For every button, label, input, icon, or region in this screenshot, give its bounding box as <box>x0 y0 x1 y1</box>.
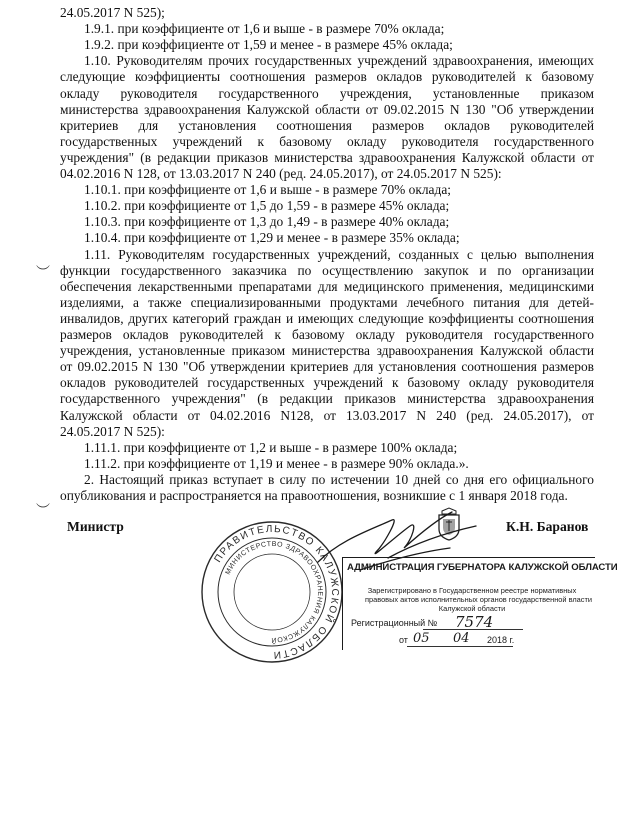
document-line: министерства здравоохранения Калужской области от 09.02.2015 N 130 "Об утверждении <box>60 101 594 117</box>
registration-stamp <box>342 557 618 650</box>
document-line: 1.10.4. при коэффициенте от 1,29 и менее - в размере 35% оклада; <box>84 230 460 246</box>
document-line: Калужской области от 04.02.2016 N128, от 13.03.2017 N 240 (ред. 24.05.2017), от <box>60 407 594 423</box>
document-line: 1.10.1. при коэффициенте от 1,6 и выше - в размере 70% оклада; <box>84 182 451 198</box>
document-line: функции государственного заказчика по осуществлению закупок и по организации <box>60 262 594 278</box>
document-line: критериев для установления соотношения размеров окладов руководителей <box>60 117 594 133</box>
document-line: 1.11. Руководителям государственных учреждений, созданных с целью выполнения <box>84 246 594 262</box>
document-line: 24.05.2017 N 525): <box>60 423 165 439</box>
document-line: 1.11.2. при коэффициенте от 1,19 и менее - в размере 90% оклада.». <box>84 455 469 471</box>
registration-stamp-text: Зарегистрировано в Государственном реестре нормативных <box>367 586 577 595</box>
document-line: 1.10.3. при коэффициенте от 1,3 до 1,49 - в размере 40% оклада; <box>84 214 450 230</box>
registration-stamp-text: Калужской области <box>438 604 506 613</box>
document-line: следующие коэффициенты соотношения размеров окладов руководителей к базовому <box>60 69 594 85</box>
registration-date-year: 2018 г. <box>487 635 515 645</box>
minister-name: К.Н. Баранов <box>506 519 589 534</box>
document-line: 1.10. Руководителям прочих государственных учреждений здравоохранения, имеющих <box>84 53 594 69</box>
scan-mark: ︶ <box>36 266 50 281</box>
document-line: размеров окладов руководителей к базовому окладу руководителя государственного <box>60 327 594 342</box>
registration-date-day: 05 <box>413 631 430 646</box>
document-line: 1.9.1. при коэффициенте от 1,6 и выше - в размере 70% оклада; <box>84 21 445 37</box>
scan-mark: ︶ <box>36 504 50 519</box>
registration-date-prefix: от <box>399 635 408 645</box>
document-line: обеспечения лекарственными препаратами для медицинского применения, медицинскими <box>60 278 594 294</box>
document-line: 1.10.2. при коэффициенте от 1,5 до 1,59 - в размере 45% оклада; <box>84 198 450 214</box>
document-line: 1.9.2. при коэффициенте от 1,59 и менее - в размере 45% оклада; <box>84 37 453 53</box>
registration-number-underline <box>423 629 523 630</box>
document-line: изделиями, а также специализированными продуктами лечебного питания для детей- <box>60 294 594 310</box>
document-line: опубликования и распространяется на правоотношения, возникшие с 1 января 2018 года. <box>60 488 568 503</box>
registration-date-month: 04 <box>453 631 470 646</box>
document-line: 24.05.2017 N 525); <box>60 5 165 20</box>
document-line: от 09.02.2015 N 130 "Об утверждении критериев для установления соотношения размеров <box>60 359 594 375</box>
document-line: 1.11.1. при коэффициенте от 1,2 и выше - в размере 100% оклада; <box>84 439 458 455</box>
document-line: окладу руководителя государственного учреждения, установленные приказом <box>60 85 594 101</box>
document-line: 04.02.2016 N 128, от 13.03.2017 N 240 (ред. 24.05.2017), от 24.05.2017 N 525): <box>60 166 502 181</box>
document-line: государственных учреждений к базовому окладу руководителя государственного <box>60 133 594 149</box>
document-line: государственного учреждения" (в редакции приказов министерства здравоохранения <box>60 391 594 407</box>
svg-text:МИНИСТЕРСТВО ЗДРАВООХРАНЕНИЯ К: МИНИСТЕРСТВО ЗДРАВООХРАНЕНИЯ КАЛУЖСКОЙ <box>224 540 324 644</box>
registration-number-label: Регистрационный № <box>351 618 438 628</box>
document-line: учреждения, установленные приказом министерства здравоохранения Калужской области <box>60 343 594 359</box>
svg-text:ПРАВИТЕЛЬСТВО КАЛУЖСКОЙ ОБЛАСТ: ПРАВИТЕЛЬСТВО КАЛУЖСКОЙ ОБЛАСТИ <box>212 523 341 661</box>
registration-number-value: 7574 <box>455 613 494 631</box>
registration-stamp-text: правовых актов исполнительных органов государственной власти <box>365 595 592 604</box>
minister-position-label: Министр <box>67 519 124 534</box>
registration-date-underline <box>407 646 513 647</box>
document-line: инвалидов, других категорий граждан и имеющих следующие коэффициенты соотношения <box>60 310 594 326</box>
document-line: учреждения" (в редакции приказов министерства здравоохранения Калужской области от <box>60 149 594 165</box>
registration-stamp-title: АДМИНИСТРАЦИЯ ГУБЕРНАТОРА КАЛУЖСКОЙ ОБЛАСТИ <box>347 562 618 573</box>
document-line: окладов руководителей государственных учреждений к базовому окладу руководителя <box>60 375 594 391</box>
document-line: 2. Настоящий приказ вступает в силу по истечении 10 дней со дня его официального <box>84 471 594 487</box>
